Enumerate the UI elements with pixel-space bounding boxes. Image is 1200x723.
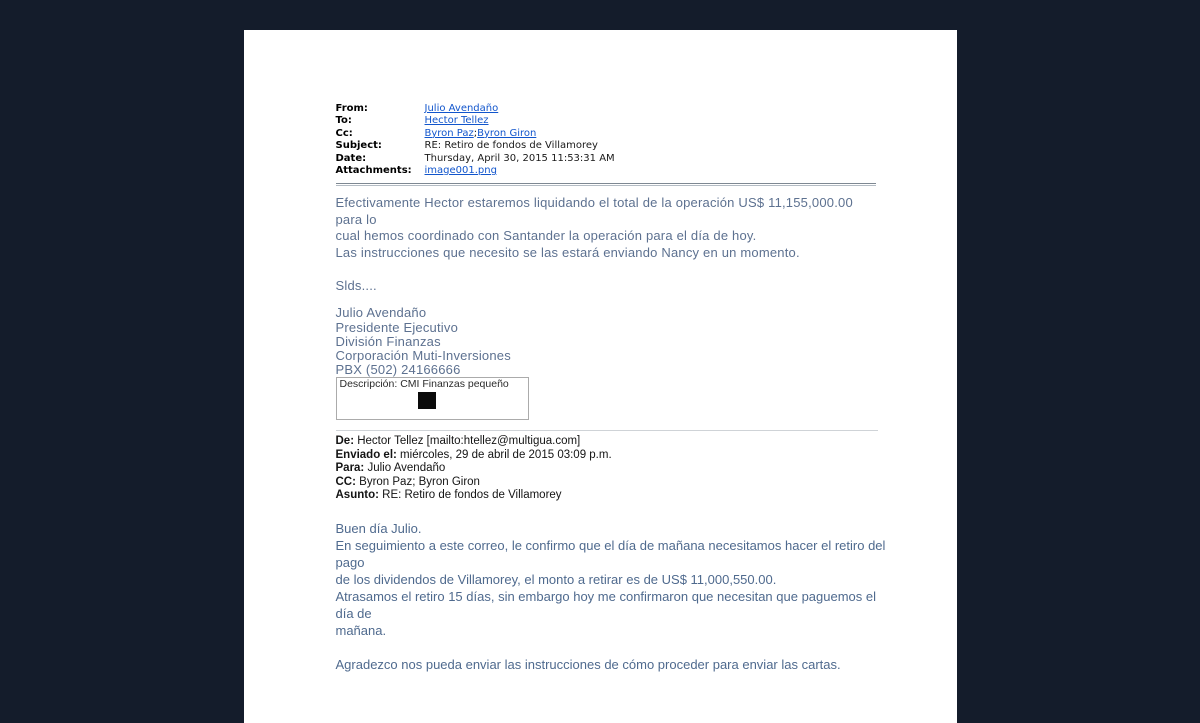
subject-value: RE: Retiro de fondos de Villamorey xyxy=(424,140,598,152)
quoted-header-row-de xyxy=(336,435,877,448)
quoted-header-row-enviado xyxy=(336,449,877,462)
subject-label: Subject: xyxy=(335,140,382,152)
to-label: To: xyxy=(335,115,352,127)
signature-division: División Finanzas xyxy=(335,333,441,349)
date-value: Thursday, April 30, 2015 11:53:31 AM xyxy=(424,152,615,164)
enviado-label: Enviado el: xyxy=(335,448,397,461)
header-attachment-link[interactable]: image001.png xyxy=(424,164,497,176)
body-line: Efectivamente Hector estaremos liquidando el total de la operación US$ 11,155,000.00 para lo xyxy=(335,195,853,227)
viewport xyxy=(0,30,1200,673)
cc-label: Cc: xyxy=(335,127,353,139)
de-value: Hector Tellez [mailto:htellez@multigua.com] xyxy=(354,435,581,448)
quoted-body-line: mañana. xyxy=(335,623,387,639)
image-alt-text: Descripción: CMI Finanzas pequeño xyxy=(339,378,509,391)
date-label: Date: xyxy=(335,152,367,164)
cc-separator: ; xyxy=(473,127,478,139)
quoted-header-row-cc xyxy=(336,476,877,489)
para-value: Julio Avendaño xyxy=(364,462,446,475)
header-cc-link-1[interactable]: Byron Paz xyxy=(424,127,474,139)
header-row-cc xyxy=(336,128,877,140)
body-line: Las instrucciones que necesito se las estará enviando Nancy en un momento. xyxy=(335,244,800,260)
from-label: From: xyxy=(335,103,368,114)
asunto-label: Asunto: xyxy=(335,488,379,501)
inline-image-placeholder xyxy=(336,377,529,420)
asunto-value: RE: Retiro de fondos de Villamorey xyxy=(378,488,562,501)
quoted-message-separator xyxy=(336,430,878,431)
header-row-to xyxy=(336,115,877,127)
cc-quoted-value: Byron Paz; Byron Giron xyxy=(355,475,480,488)
signature-company: Corporación Muti-Inversiones xyxy=(335,347,511,363)
de-label: De: xyxy=(335,435,355,448)
header-from-link[interactable]: Julio Avendaño xyxy=(424,103,499,114)
header-row-attachments xyxy=(336,165,877,177)
quoted-body-line: En seguimiento a este correo, le confirmo que el día de mañana necesitamos hacer el retiro del pago xyxy=(335,538,886,571)
header-row-subject xyxy=(336,140,877,152)
header-separator xyxy=(336,183,876,186)
signoff: Slds.... xyxy=(335,277,377,293)
blank-line xyxy=(336,639,896,656)
para-label: Para: xyxy=(335,462,365,475)
email-document xyxy=(244,30,957,723)
quoted-header xyxy=(336,435,877,502)
quoted-header-row-para xyxy=(336,462,877,475)
broken-image-icon xyxy=(418,392,436,409)
cc-quoted-label: CC: xyxy=(335,475,356,488)
header-row-date xyxy=(336,153,877,165)
attachments-label: Attachments: xyxy=(335,164,412,176)
enviado-value: miércoles, 29 de abril de 2015 03:09 p.m. xyxy=(396,448,612,461)
quoted-header-row-asunto xyxy=(336,489,877,502)
message-body xyxy=(336,195,876,261)
signature-name: Julio Avendaño xyxy=(335,305,427,321)
blank-line xyxy=(336,261,877,278)
quoted-closing-line: Agradezco nos pueda enviar las instrucciones de cómo proceder para enviar las cartas. xyxy=(335,657,841,673)
quoted-body-line: Atrasamos el retiro 15 días, sin embargo hoy me confirmaron que necesitan que paguemos el día de xyxy=(335,589,877,622)
header-row-from xyxy=(336,103,877,115)
body-line: cual hemos coordinado con Santander la operación para el día de hoy. xyxy=(335,228,757,244)
email-header xyxy=(336,103,877,177)
signature-title: Presidente Ejecutivo xyxy=(335,319,459,335)
quoted-body xyxy=(336,520,896,673)
quoted-body-line: Buen día Julio. xyxy=(335,521,422,537)
quoted-body-line: de los dividendos de Villamorey, el monto a retirar es de US$ 11,000,550.00. xyxy=(335,572,777,588)
signature-phone: PBX (502) 24166666 xyxy=(335,362,461,378)
header-to-link[interactable]: Hector Tellez xyxy=(424,115,489,127)
signature-block xyxy=(336,306,877,377)
header-cc-link-2[interactable]: Byron Giron xyxy=(477,127,537,139)
